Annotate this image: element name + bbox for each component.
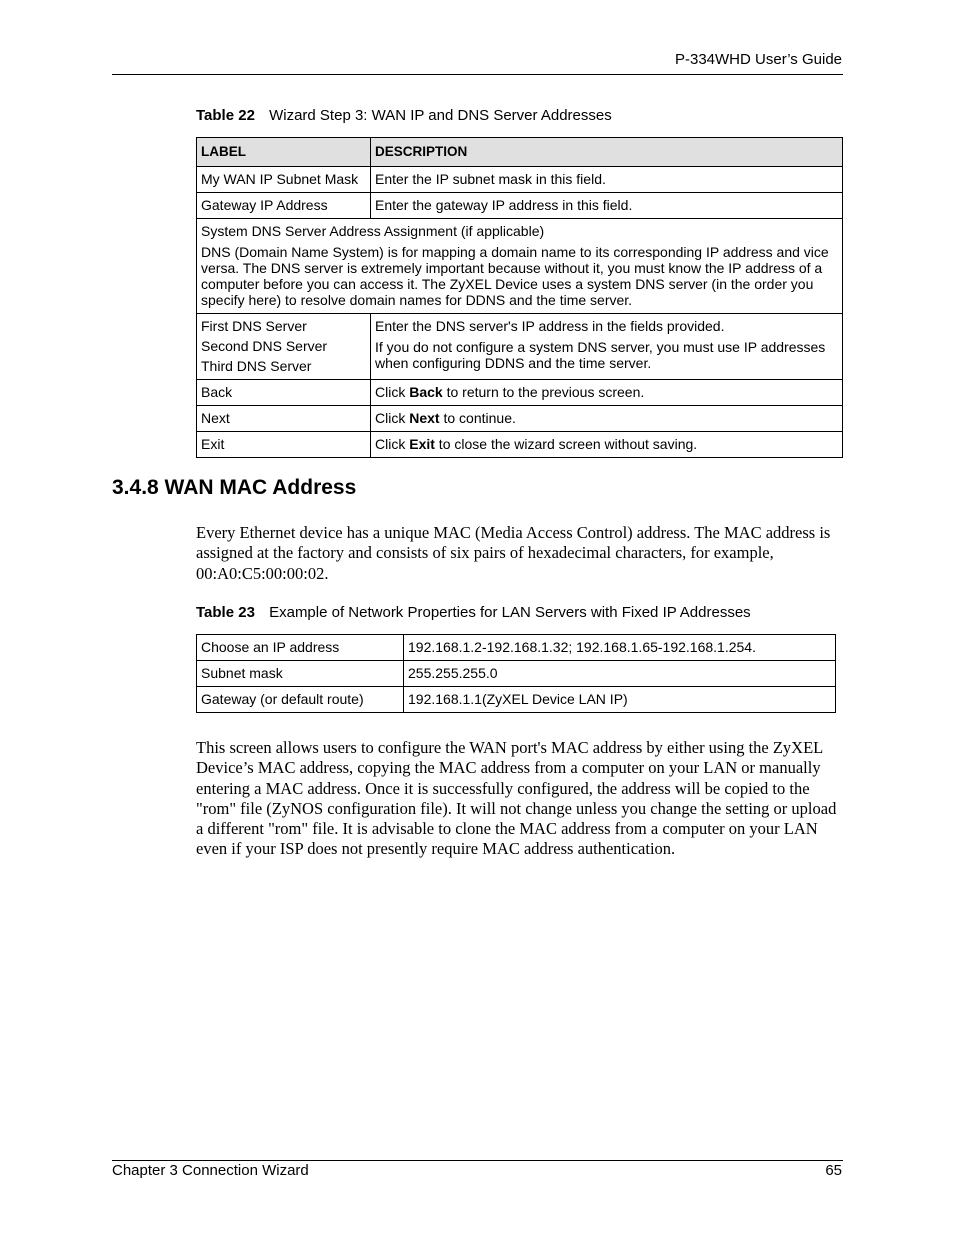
dns-server-description <box>371 314 843 380</box>
row-value: 192.168.1.1(ZyXEL Device LAN IP) <box>404 687 836 713</box>
table23-caption <box>196 604 751 621</box>
row-label: First DNS Server <box>201 318 307 334</box>
row-label: Exit <box>197 432 371 458</box>
table22-caption <box>196 107 612 124</box>
row-label: Gateway (or default route) <box>197 687 404 713</box>
body-paragraph: Every Ethernet device has a unique MAC (Media Access Control) address. The MAC address is assigned at the factory and consists of six pairs of hexadecimal characters, for example, 00:A0:C5:00:00:02. <box>196 523 831 583</box>
table22 <box>196 137 843 458</box>
table23-caption-label: Table 23 <box>196 604 255 621</box>
desc-post: to close the wizard screen without saving. <box>434 436 698 452</box>
row-description <box>371 380 843 406</box>
row-label: Next <box>197 406 371 432</box>
desc-bold: Next <box>409 410 440 426</box>
header-divider <box>112 74 843 75</box>
desc-post: to continue. <box>439 410 516 426</box>
row-label: Third DNS Server <box>201 358 312 374</box>
table22-caption-label: Table 22 <box>196 107 255 124</box>
table22-caption-text: Wizard Step 3: WAN IP and DNS Server Addresses <box>269 107 612 124</box>
row-label: Choose an IP address <box>197 635 404 661</box>
row-description: If you do not configure a system DNS server, you must use IP addresses when configuring DDNS and the time server. <box>375 339 826 371</box>
row-description: Enter the gateway IP address in this field. <box>371 193 843 219</box>
desc-post: to return to the previous screen. <box>442 384 645 400</box>
row-label: Second DNS Server <box>201 338 328 354</box>
desc-pre: Click <box>375 436 410 452</box>
table-row <box>197 635 836 661</box>
desc-bold: Exit <box>409 436 435 452</box>
col-header-label: LABEL <box>197 138 371 167</box>
table-row <box>197 406 843 432</box>
col-header-description: DESCRIPTION <box>371 138 843 167</box>
row-label: My WAN IP Subnet Mask <box>197 167 371 193</box>
footer-divider <box>112 1160 843 1161</box>
table-row-dns-servers <box>197 314 843 380</box>
table-row <box>197 687 836 713</box>
row-label: Back <box>197 380 371 406</box>
row-description: Enter the IP subnet mask in this field. <box>371 167 843 193</box>
row-label: Gateway IP Address <box>197 193 371 219</box>
table-row <box>197 661 836 687</box>
table-row <box>197 193 843 219</box>
table22-header-row <box>197 138 843 167</box>
dns-server-labels <box>197 314 371 380</box>
body-paragraph: This screen allows users to configure the WAN port's MAC address by either using the ZyXEL Device’s MAC address, copying the MAC address from a computer on your LAN or manually entering a MAC address. Once it is successfully configured, the address will be copied to the "rom" file (ZyNOS configuration file). It will not change unless you change the setting or upload a different "rom" file. It is advisable to clone the MAC address from a computer on your LAN even if your ISP does not presently require MAC address authentication. <box>196 738 837 859</box>
table-row-dns-section <box>197 219 843 314</box>
footer-page-number: 65 <box>825 1162 842 1179</box>
dns-section-cell <box>197 219 843 314</box>
footer-chapter: Chapter 3 Connection Wizard <box>112 1162 309 1179</box>
dns-section-title: System DNS Server Address Assignment (if applicable) <box>201 223 545 239</box>
section-heading: 3.4.8 WAN MAC Address <box>112 476 357 499</box>
row-description <box>371 432 843 458</box>
table-row <box>197 380 843 406</box>
desc-pre: Click <box>375 410 410 426</box>
row-description <box>371 406 843 432</box>
page-header-title: P-334WHD User’s Guide <box>675 51 842 68</box>
table-row <box>197 432 843 458</box>
dns-section-text: DNS (Domain Name System) is for mapping a domain name to its corresponding IP address and vice versa. The DNS server is extremely important because without it, you must know the IP address of a computer before you can access it. The ZyXEL Device uses a system DNS server (in the order you specify here) to resolve domain names for DDNS and the time server. <box>201 244 829 308</box>
row-label: Subnet mask <box>197 661 404 687</box>
table23 <box>196 634 836 713</box>
desc-bold: Back <box>409 384 443 400</box>
row-description: Enter the DNS server's IP address in the fields provided. <box>375 318 725 334</box>
row-value: 255.255.255.0 <box>404 661 836 687</box>
row-value: 192.168.1.2-192.168.1.32; 192.168.1.65-192.168.1.254. <box>404 635 836 661</box>
table-row <box>197 167 843 193</box>
table23-caption-text: Example of Network Properties for LAN Servers with Fixed IP Addresses <box>269 604 751 621</box>
desc-pre: Click <box>375 384 410 400</box>
